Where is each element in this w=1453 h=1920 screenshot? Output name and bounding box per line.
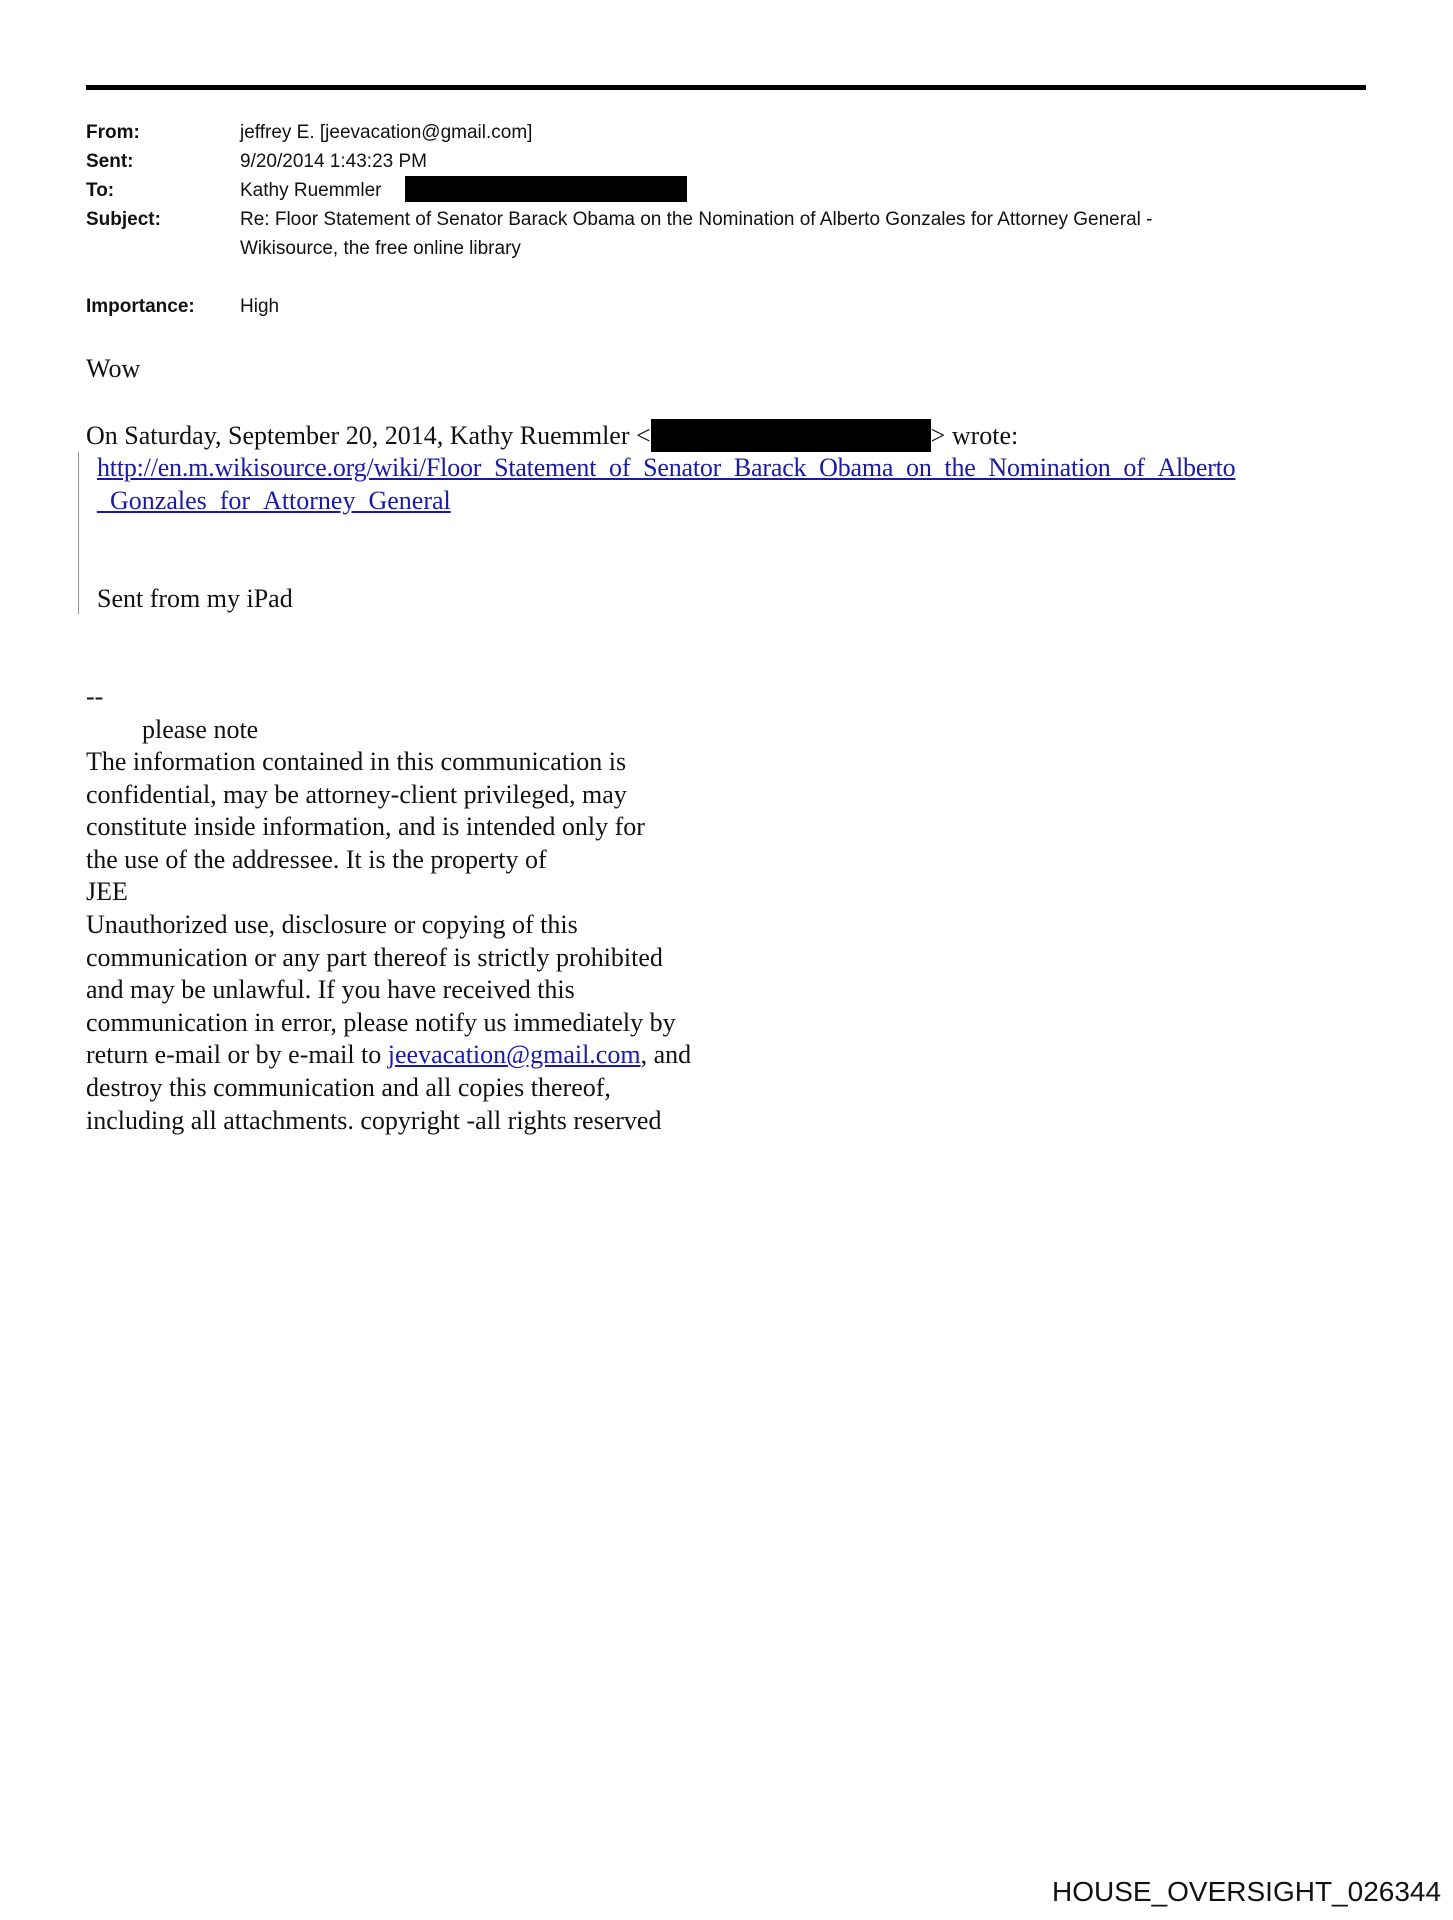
from-label: From:	[86, 122, 140, 143]
disclaimer-line	[86, 1039, 691, 1072]
disclaimer-line: and may be unlawful. If you have received this	[86, 975, 575, 1005]
quote-intro-text: On Saturday, September 20, 2014, Kathy Ruemmler <	[86, 421, 651, 450]
disclaimer-line: including all attachments. copyright -all rights reserved	[86, 1105, 662, 1135]
to-value: Kathy Ruemmler	[240, 180, 382, 201]
email-link[interactable]: jeevacation@gmail.com	[387, 1040, 641, 1070]
disclaimer-line: the use of the addressee. It is the property of	[86, 844, 547, 874]
signature: Sent from my iPad	[97, 584, 293, 613]
to-label: To:	[86, 180, 115, 201]
wikisource-link-continued[interactable]: _Gonzales_for_Attorney_General	[97, 486, 451, 515]
disclaimer	[86, 746, 691, 1137]
subject-line-2: Wikisource, the free online library	[240, 238, 521, 259]
subject-line-1: Re: Floor Statement of Senator Barack Obama on the Nomination of Alberto Gonzales for Attorney General -	[240, 209, 1153, 230]
from-value: jeffrey E. [jeevacation@gmail.com]	[240, 122, 533, 143]
separator: --	[86, 682, 104, 711]
quote-intro-end: > wrote:	[930, 421, 1019, 450]
bates-number: HOUSE_OVERSIGHT_026344	[1052, 1876, 1442, 1907]
disclaimer-line: confidential, may be attorney-client privileged, may	[86, 779, 627, 809]
disclaimer-line: destroy this communication and all copies thereof,	[86, 1072, 611, 1102]
header-rule	[86, 85, 1366, 90]
importance-label: Importance:	[86, 296, 195, 317]
wikisource-link[interactable]: http://en.m.wikisource.org/wiki/Floor_Statement_of_Senator_Barack_Obama_on_the_Nomination_of_Alberto	[97, 453, 1236, 482]
redaction-box	[405, 176, 687, 202]
sent-value: 9/20/2014 1:43:23 PM	[240, 151, 427, 172]
disclaimer-line: communication or any part thereof is strictly prohibited	[86, 942, 663, 972]
disclaimer-line: JEE	[86, 877, 128, 907]
redaction-box	[651, 419, 931, 452]
disclaimer-line: The information contained in this communication is	[86, 747, 627, 776]
subject-label: Subject:	[86, 209, 161, 230]
reply-text: Wow	[86, 354, 141, 383]
disclaimer-line: constitute inside information, and is intended only for	[86, 812, 645, 842]
return-suffix: , and	[640, 1040, 692, 1070]
disclaimer-line: communication in error, please notify us immediately by	[86, 1007, 676, 1037]
importance-value: High	[240, 296, 280, 317]
quote-bar	[78, 452, 79, 614]
return-prefix: return e-mail or by e-mail to	[86, 1040, 388, 1070]
sent-label: Sent:	[86, 151, 134, 172]
disclaimer-line: Unauthorized use, disclosure or copying of this	[86, 909, 578, 939]
please-note: please note	[142, 715, 259, 744]
quote-intro	[86, 419, 1018, 453]
